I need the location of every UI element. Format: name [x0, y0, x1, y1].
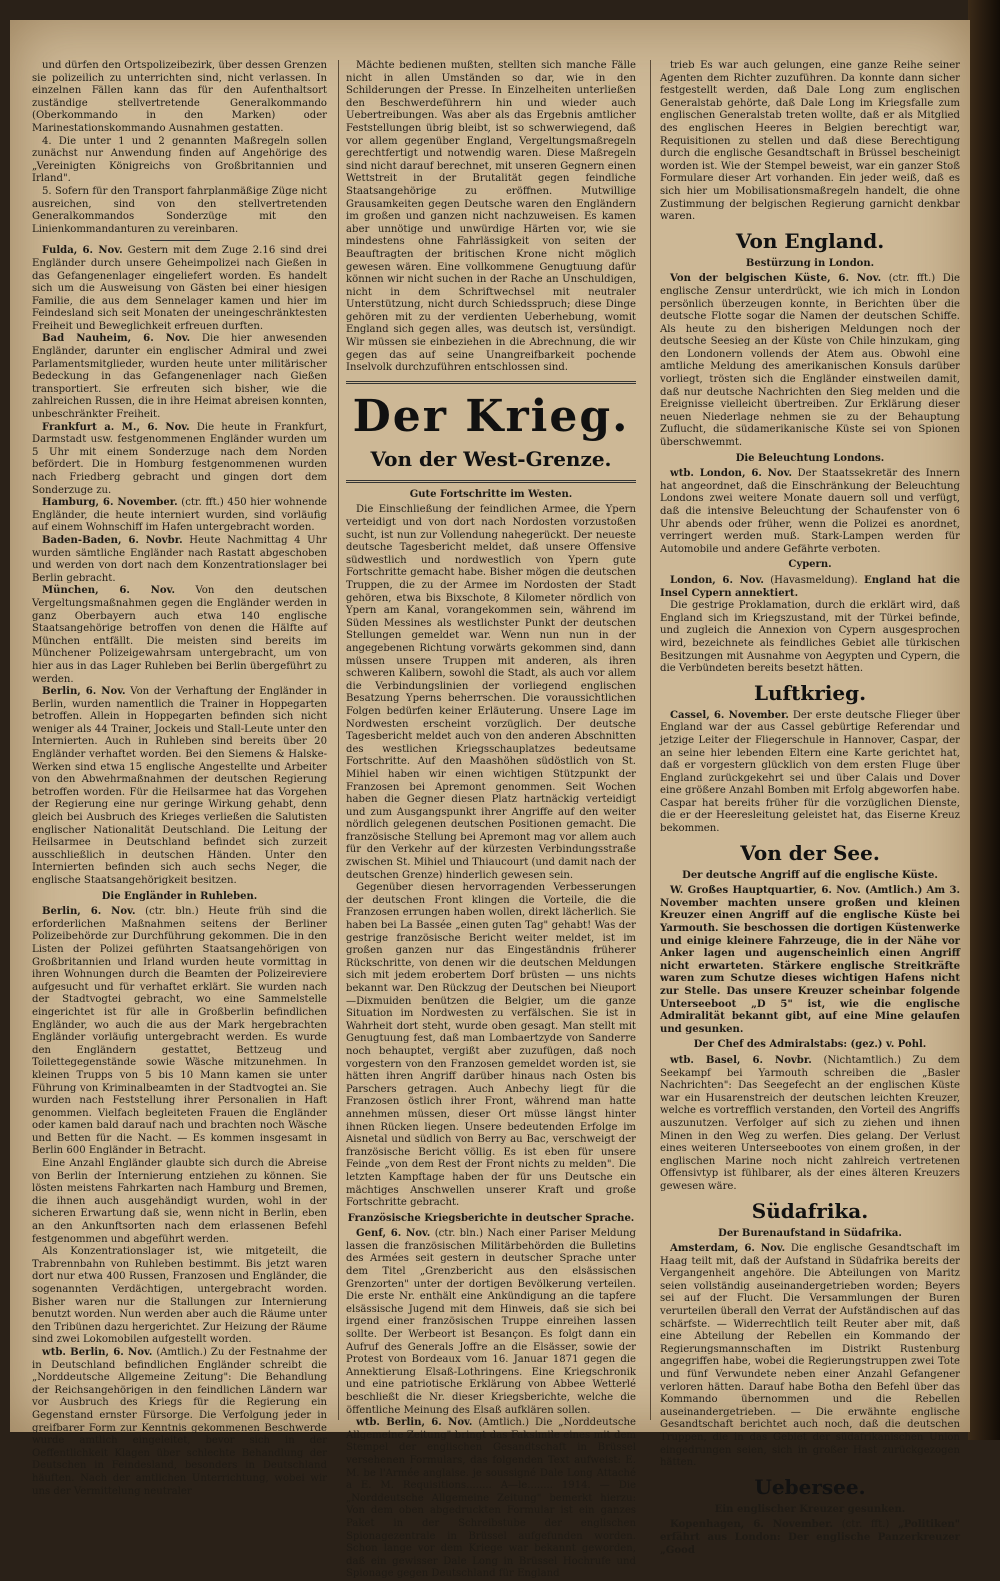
subheading: Gute Fortschritte im Westen.: [409, 488, 573, 500]
book-spine: [968, 0, 1000, 1440]
news-item: [346, 1417, 636, 1581]
news-item: [660, 1243, 960, 1470]
news-item: [660, 1519, 960, 1557]
news-item: [32, 245, 327, 333]
news-item: [346, 1228, 636, 1417]
paragraph: 5. Sofern für den Transport fahrplanmäßige Züge nicht ausreichen, sind von den stellvertretenden Generalkommandos Sonderzüge mit den Linienkommandanturen zu vereinbaren.: [32, 185, 327, 235]
news-text: Die heute in Frankfurt, Darmstadt usw. festgenommenen Engländer wurden um 5 Uhr mit einem Sonderzuge nach dem Norden befördert. Die in Homburg festgenommenen wurden nach Friedberg gebracht und gingen dort dem Sonderzuge zu.: [32, 421, 327, 496]
dateline: Baden-Baden, 6. Novbr.: [42, 534, 183, 546]
news-item: [660, 710, 960, 836]
column-1: [32, 60, 328, 1497]
dateline: Genf, 6. Nov.: [356, 1228, 431, 1240]
section-title: Uebersee.: [754, 1474, 866, 1499]
news-item: [32, 906, 327, 1158]
column-3: [660, 60, 960, 1556]
news-item: [32, 333, 327, 421]
subheading: Französische Kriegsberichte in deutscher Sprache.: [347, 1212, 635, 1224]
news-text: (Amtlich.) Zu der Festnahme der in Deutschland befindlichen Engländer schreibt die „Norddeutsche Allgemeine Zeitung": Die Behandlung der Reichsangehörigen in den feindlichen Ländern war vor Ausbruch des Kriegs für die Regierung ein Gegenstand ernster Fürsorge. Die Verfolgung jeder in greifbarer Form zur Kenntnis gekommenen Beschwerde wurde amtlich eingeleitet, bevor sich in der Oeffentlichkeit Klagen über schlechte Behandlung der Deutschen in Feindesland, besonders in Deutschland häuften. Nach der amtlichen Unterrichtung, wobei wir uns der Vermittelung neutraler: [32, 1346, 327, 1497]
subheading: Ein englischer Kreuzer gesunken.: [714, 1503, 906, 1515]
dateline: Bad Nauheim, 6. Nov.: [42, 333, 191, 345]
paragraph: Als Konzentrationslager ist, wie mitgeteilt, die Trabrennbahn von Ruhleben bestimmt. Bis jetzt waren dort nur etwa 400 Russen, Franzosen und Engländer, die sogenannten Verdächtigen, untergebracht worden. Bisher waren nur die Stallungen zur Internierung benutzt worden. Nun werden aber auch die Räume unter den Tribünen dazu hergerichtet. Zur Heizung der Räume sind zwei Lokomobilen aufgestellt worden.: [32, 1246, 327, 1346]
subheading: Der deutsche Angriff auf die englische Küste.: [682, 869, 938, 881]
column-2: [346, 60, 636, 1580]
dateline: W. Großes Hauptquartier, 6. Nov. (Amtlich.): [670, 885, 923, 897]
paragraph: Die gestrige Proklamation, durch die erklärt wird, daß England sich im Kriegszustand, mit der Türkei befinde, und zugleich die Annexion von Cypern ausgesprochen wird, bezeichnete als feindliches Gebiet alle türkischen Besitzungen mit Ausnahme von Aegypten und Cypern, die die Verbündeten bereits besetzt hätten.: [660, 600, 960, 675]
dateline: wtb. London, 6. Nov.: [670, 468, 792, 480]
dateline: Cassel, 6. November.: [670, 709, 789, 721]
paragraph: 4. Die unter 1 und 2 genannten Maßregeln sollen zunächst nur Anwendung finden auf Angehörige des „Vereinigten Königreichs von Großbritannien und Irland".: [32, 135, 327, 185]
subheading: Die Engländer in Ruhleben.: [101, 890, 258, 902]
news-text: (ctr. fft.): [841, 1519, 890, 1531]
news-item: [32, 1347, 327, 1498]
news-text: Am 3. November machten unsere großen und kleinen Kreuzer einen Angriff auf die englische Küste bei Yarmouth. Sie beschossen die dortigen Küstenwerke und einige kleinere Fahrzeuge, die in der Nähe vor Anker lagen und augenscheinlich einen Angriff nicht erwarteten. Stärkere englische Streitkräfte waren zum Schutze dieses wichtigen Hafens nicht zur Stelle. Das unsere Kreuzer scheinbar folgende Unterseeboot „D 5" ist, wie die englische Admiralität bekannt gibt, auf eine Mine gelaufen und gesunken.: [660, 885, 960, 1035]
news-text: (ctr. fft.) 450 hier wohnende Engländer, die heute interniert wurden, sind vorläufig auf einem Wohnschiff im Hafen untergebracht worden.: [32, 497, 327, 534]
news-text: (ctr. bln.) Heute früh sind die erforderlichen Maßnahmen seitens der Berliner Polizeibehörde zur Durchführung gekommen. Die in den Listen der Polizei geführten Staatsangehörigen von Großbritannien und Irland wurden heute vormittag in ihren Wohnungen durch die Beamten der Polizeireviere aufgesucht und für verhaftet erklärt. Sie wurden nach der Stadtvogtei gebracht, wo eine Sammelstelle eingerichtet ist für alle in Großberlin befindlichen Engländer, wo auch die aus der Mark hergebrachten Engländer vorläufig untergebracht werden. Es wurde den Engländern gestattet, Bettzeug und Toilettegegenstände sowie Wäsche mitzunehmen. In kleinen Trupps von 5 bis 10 Mann kamen sie unter Führung von Kriminalbeamten in der Stadtvogtei an. Sie wurden nach Feststellung ihrer Personalien in Haft genommen. Vielfach begleiteten Frauen die Engländer oder kamen bald darauf nach und brachten noch Wäsche und Betten für die Nacht. — Es kommen insgesamt in Berlin 600 Engländer in Betracht.: [32, 906, 327, 1157]
subheading: Bestürzung in London.: [745, 257, 875, 269]
news-item: [32, 422, 327, 498]
dateline: München, 6. Nov.: [42, 585, 175, 597]
paragraph: Die Einschließung der feindlichen Armee, die Ypern verteidigt und von dort nach Nordosten vorzustoßen sucht, ist nun zur Vollendung nahegerückt. Der neueste deutsche Tagesbericht meldet, daß unsere Offensive südwestlich und nordwestlich von Ypern gute Fortschritte gemacht habe. Bisher mögen die deutschen Truppen, die zu der Armee im Nordosten der Stadt gehören, etwa bis Bixschote, 8 Kilometer nördlich von Ypern am Kanal, vorangekommen sein, während im Süden Messines als westlichster Punkt der deutschen Stellungen gemeldet war. Wenn nun nun in der angegebenen Richtung vorwärts gekommen sind, dann müssen unsere Truppen mit anderen, als ihren schweren Kalibern, sowohl die Stadt, als auch vor allem die Verbindungslinien der vorliegend englischen Besatzung Yperns beherrschen. Die voraussichtlichen Folgen bedürfen keiner Erläuterung. Unsere Lage im Nordwesten erscheint vorzüglich. Der deutsche Tagesbericht meldet auch von den anderen Abschnitten des westlichen Kriegsschauplatzes bedeutsame Fortschritte. Auf den Maashöhen südöstlich von St. Mihiel haben wir einen wichtigen Stützpunkt der Franzosen bei Apremont genommen. Seit Wochen haben die Gegner diesen Platz hartnäckig verteidigt und zum Ausgangspunkt ihrer Angriffe auf den weiter nördlich gelegenen deutschen Positionen gemacht. Die französische Stellung bei Apremont mag vor allem auch für den Verkehr auf der kürzesten Verbindungsstraße zwischen St. Mihiel und Thiaucourt (und damit nach der deutschen Grenze) hinderlich gewesen sein.: [346, 504, 636, 881]
news-text: Von den deutschen Vergeltungsmaßnahmen gegen die Engländer werden in ganz Oberbayern auch etwa 140 englische Staatsangehörige betroffen von denen die Hälfte auf München entfällt. Die meisten sind bereits im Münchener Polizeigewahrsam untergebracht, um von hier aus in das Lager Ruhleben bei Berlin übergeführt zu werden.: [32, 585, 328, 685]
divider: [150, 240, 210, 241]
newspaper-page: [10, 20, 970, 1580]
column-rule: [338, 60, 339, 1420]
news-lead: „Politiken" erfährt aus London: Der englische Panzerkreuzer „Good: [660, 1519, 960, 1556]
news-item: [660, 1055, 960, 1194]
section-title: Luftkrieg.: [753, 680, 867, 705]
dateline: Berlin, 6. Nov.: [42, 906, 136, 918]
section-title: Südafrika.: [751, 1198, 869, 1223]
dateline: Hamburg, 6. November.: [42, 497, 178, 509]
paragraph: und dürfen den Ortspolizeibezirk, über dessen Grenzen sie polizeilich zu unterrichten sind, nicht verlassen. In einzelnen Fällen kann das für den Aufenthaltsort zuständige stellvertretende Generalkommando (Oberkommando in den Marken) oder Marinestationskommando Ausnahmen gestatten.: [32, 60, 327, 134]
dateline: Von der belgischen Küste, 6. Nov.: [670, 273, 882, 285]
news-item: [32, 497, 327, 535]
paragraph: Mächte bedienen mußten, stellten sich manche Fälle nicht in allen Umständen so dar, wie in den Schilderungen der Presse. In Einzelheiten unterließen den Beschwerdeführern hin und wieder auch Uebertreibungen. Was aber als das Ergebnis amtlicher Feststellungen übrig bleibt, ist so schwerwiegend, daß vor allem gegenüber England, Vergeltungsmaßregeln gerechtfertigt und notwendig waren. Diese Maßregeln sind nicht darauf berechnet, mit unseren Gegnern einen Wettstreit in der Brutalität gegen feindliche Staatsangehörige zu eröffnen. Mutwillige Grausamkeiten gegen Deutsche waren den Engländern im großen und ganzen nicht nachzuweisen. Es kamen aber unnötige und unwürdige Härten vor, wie sie mindestens ohne Fahrlässigkeit von seiten der Beauftragten der britischen Krone nicht möglich gewesen wären. Eine vollkommene Genugtuung dafür können wir nicht suchen in der Rache an Unschuldigen, nicht in dem Schriftwechsel mit neutraler Unterstützung, nicht durch Schiedsspruch; diese Dinge gehören mit zu der verdienten Ueberhebung, womit England sich gegen alles, was deutsch ist, versündigt. Wir müssen sie einbeziehen in die Abrechnung, die wir gegen das auf seine Unangreifbarkeit pochende Inselvolk durchzuführen entschlossen sind.: [346, 60, 636, 374]
dateline: wtb. Berlin, 6. Nov.: [356, 1417, 473, 1429]
news-text: Die hier anwesenden Engländer, darunter ein englischer Admiral und zwei Parlamentsmitglieder, wurden heute unter militärischer Bedeckung in das Gefangenenlager nach Gießen transportiert. Sie erfreuten sich bisher, wie die zahlreichen Russen, die in ihre Heimat abreisen konnten, unbeschränkter Freiheit.: [32, 333, 327, 421]
news-text: Der Staatssekretär des Innern hat angeordnet, daß die Einschränkung der Beleuchtung Londons zwei weitere Monate dauern soll und verfügt, daß die intensive Beleuchtung der Schaufenster von 6 Uhr abends oder früher, wenn die Polizei es anordnet, verringert werden muß. Stark-Lampen werden für Automobile und andere Gefährte verboten.: [660, 468, 960, 555]
news-text: (ctr. fft.) Die englische Zensur unterdrückt, wie ich mich in London persönlich überzeugen konnte, in Berichten über die deutsche Flotte sogar die Namen der deutschen Schiffe. Als heute zu den bisherigen Meldungen noch der deutsche Seesieg an der Küste von Chile hinzukam, ging den Londonern vollends der Atem aus. Obwohl eine amtliche Meldung des amerikanischen Konsuls darüber vorliegt, trösten sich die Engländer einstweilen damit, daß nur deutsche Nachrichten den Sieg melden und die Ereignisse vielleicht übertreiben. Zur Erklärung dieser neuen Niederlage nehmen sie zu der Behauptung Zuflucht, die südamerikanische Küste sei von Spionen überschwemmt.: [660, 273, 960, 449]
paragraph: Gegenüber diesen hervorragenden Verbesserungen der deutschen Front klingen die Vorteile, die die Franzosen errungen haben wollen, direkt lächerlich. Sie haben bei La Bassée „einen guten Tag" gehabt! Was der gestrige französische Bericht weiter meldet, ist im großen ganzen nur das Eingeständnis früherer Rückschritte, von denen wir die deutschen Meldungen sich mit jedem erobertem Dorf brüsten — uns nichts bekannt war. Den Rückzug der Deutschen bei Nieuport—Dixmuiden benützen die Belgier, um die ganze Situation im Nordwesten zu verfälschen. Sie ist in Wahrheit dort steht, wurde oben gesagt. Man stellt mit Genugtuung fest, daß man Lombaertzyde von Sanderre noch behauptet, vergißt aber zuzufügen, daß noch vorgestern von den Franzosen gemeldet worden ist, sie hätten ihren Angriff darüber hinaus nach Osten bis Parschers getragen. Auch Anbechy liegt für die Franzosen östlich ihrer Front, während man hatte annehmen müssen, dieser Ort müsse längst hinter ihnen Rücken liegen. Unsere bedeutenden Erfolge im Aisnetal und südlich von Berry au Bac, verschweigt der französische Bericht völlig. Es ist eben für unsere Feinde „von dem Rest der Front nichts zu melden". Die letzten Kampftage haben der für uns Deutsche ein mächtiges Anschwellen unserer Kraft und große Fortschritte gebracht.: [346, 882, 636, 1209]
news-item: [660, 468, 960, 556]
news-text: Von der Verhaftung der Engländer in Berlin, wurden namentlich die Trainer in Hoppegarten betroffen. Allein in Hoppegarten befinden sich nicht weniger als 44 Trainer, Jockeis und Stall-Leute unter den Internierten. Auch in Ruhleben sind bereits über 20 Engländer verhaftet worden. Bei den Siemens & Halske-Werken sind etwa 15 englische Angestellte und Arbeiter von den Abwehrmaßnahmen der deutschen Regierung betroffen worden. Für die Heilsarmee hat das Vorgehen der Regierung eine nur geringe Wirkung gehabt, denn gleich bei Ausbruch des Krieges verließen die Salutisten englischer Nationalität Deutschland. Die Leitung der Heilsarmee in Deutschland befindet sich zurzeit ausschließlich in deutschen Händen. Unter den Internierten befinden sich auch sechs Neger, die englische Staatsangehörigkeit besitzen.: [32, 686, 327, 886]
news-lead: England hat die Insel Cypern annektiert.: [660, 574, 960, 599]
news-text: (Amtlich.) Die „Norddeutsche Allgemeine Zeitung" bringt das Faksimile eines mit dem Stempel der englischen Gesandtschaft in Brüssel versehenen Formulars, das folgenden Text aufweist: E. M. be l'Armée anglaise. je soussigné Dale Long Attaché a E. M. Requisitions........ A—le........ 1914. — Die „Norddeutsche Allgemeine Zeitung" bemerkt hierzu: Von dem oben abgedruckten Formular ist ein ganzes Paket in der Schreibstube der englischen Spionagezentrale in Brüssel aufgefunden worden. Schon lange vor dem Kriege war bekannt geworden, daß ein gewisser Dale Long in Brüssel Hochrufe und Spionage gegen Deutschland für England: [346, 1417, 636, 1580]
dateline: Berlin, 6. Nov.: [42, 686, 126, 698]
dateline: Kopenhagen, 6. November.: [670, 1519, 834, 1531]
dateline: Amsterdam, 6. Nov.: [670, 1243, 786, 1255]
news-text: Gestern mit dem Zuge 2.16 sind drei Engländer durch unsere Geheimpolizei nach Gießen in das Gefangenenlager eingeliefert worden. Es handelt sich um die Ausweisung von Gästen bei einer hiesigen Familie, die aus dem Sennelager kamen und hier im Feindesland sich seit Monaten der uneingeschränktesten Freiheit und Beweglichkeit erfreuen durften.: [32, 245, 327, 332]
section-header: [346, 381, 636, 483]
news-text: Der erste deutsche Flieger über England war der aus Cassel gebürtige Referendar und jetzige Leiter der Fliegerschule in Hannover, Caspar, der an seine hier lebenden Eltern eine Karte gerichtet hat, daß er vorgestern glücklich von dem ersten Fluge über England zurückgekehrt sei und über Calais und Dover eine größere Anzahl Bomben mit Erfolg abgeworfen habe. Caspar hat bereits früher für die vorzüglichen Dienste, die er der Heeresleitung geleistet hat, das Eiserne Kreuz bekommen.: [660, 709, 960, 835]
dateline: Frankfurt a. M., 6. Nov.: [42, 421, 190, 433]
subheading: Die Beleuchtung Londons.: [735, 452, 885, 464]
paragraph: trieb Es war auch gelungen, eine ganze Reihe seiner Agenten dem Richter zuzuführen. Da konnte dann sicher festgestellt werden, daß Dale Long zum englischen Generalstab gehörte, daß Dale Long im Kriegsfalle zum englischen Generalstab treten wollte, daß er als Mitglied des englischen Heeres in Belgien berechtigt war, Requisitionen zu stellen und daß diese Berechtigung durch die englische Gesandtschaft in Brüssel bescheinigt worden ist. Wie der Stempel beweist, war ein ganzer Stoß Formulare dieser Art vorhanden. Ein jeder weiß, daß es sich hier um Mobilisationsmaßregeln handelt, die ohne Zustimmung der belgischen Regierung garnicht denkbar waren.: [660, 60, 960, 223]
news-item: [32, 535, 327, 585]
news-text: Die englische Gesandtschaft im Haag teilt mit, daß der Aufstand in Südafrika bereits der Vergangenheit angehöre. Die Abteilungen von Maritz seien vollständig auseinandergetrieben worden; Beyers sei auf der Flucht. Die Versammlungen der Buren verurteilen überall den Verrat der Aufständischen auf das schärfste. — Widerrechtlich teilt Reuter aber mit, daß eine Abteilung der Rebellen ein Kommando der Regierungsmannschaften im Distrikt Rustenburg angegriffen habe, wobei die Regierungstruppen zwei Tote und fünf Verwundete neben einer Anzahl Gefangener verloren hätten. Darauf habe Botha den Befehl über das Kommando übernommen und die Rebellen auseinandergetrieben. — Die erwähnte englische Gesandtschaft berichtet auch noch, daß die deutschen Truppen, die in das Gebiet der südafrikanischen Union eingedrungen seien, sich in großer Hast zurückgezogen hätten.: [660, 1243, 960, 1469]
news-text: (ctr. bln.) Nach einer Pariser Meldung lassen die französischen Militärbehörden die Bulletins des Armées seit gestern in deutscher Sprache unter dem Titel „Grenzbericht aus den elsässischen Grenzorten" unter der dortigen Bevölkerung verteilen. Die erste Nr. enthält eine Ankündigung an die tapfere elsässische Jugend mit dem Hinweis, daß sie sich bei irgend einer französischen Truppe einreihen lassen sollte. Der Werbeort ist Besançon. Es folgt dann ein Aufruf des Generals Joffre an die Elsässer, sowie der Protest von Bordeaux vom 16. Januar 1871 gegen die Annektierung Elsaß-Lothringens. Eine Kriegschronik und eine patriotische Erklärung von Abbee Wetterlé beschließt die Nr. dieser Kriegsberichte, welche die öffentliche Meinung des Elsaß aufklären sollen.: [346, 1228, 636, 1416]
column-rule: [650, 60, 651, 1420]
section-title: Von der West-Grenze.: [370, 446, 612, 471]
news-item: [660, 575, 960, 600]
main-headline: Der Krieg.: [352, 390, 630, 442]
section-title: Von England.: [735, 228, 885, 253]
paragraph: Eine Anzahl Engländer glaubte sich durch die Abreise von Berlin der Internierung entziehen zu können. Sie lösten meistens Fahrkarten nach Hamburg und Bremen, die ihnen auch ausgehändigt wurden, wohl in der sicheren Erwartung daß sie, wenn nicht in Berlin, eben an den Ankunftsorten nach dem erlassenen Befehl festgenommen und abgeführt werden.: [32, 1158, 327, 1245]
news-item: [32, 686, 327, 888]
signature: Der Chef des Admiralstabs: (gez.) v. Pohl.: [693, 1039, 927, 1051]
dateline: Fulda, 6. Nov.: [42, 245, 123, 257]
news-text: (Havasmeldung).: [770, 574, 858, 586]
section-title: Von der See.: [740, 840, 880, 865]
news-item: [32, 585, 327, 686]
dateline: wtb. Berlin, 6. Nov.: [42, 1346, 153, 1358]
subheading: Cypern.: [788, 559, 832, 571]
dateline: London, 6. Nov.: [670, 574, 764, 586]
news-item: [660, 885, 960, 1036]
dateline: wtb. Basel, 6. Novbr.: [670, 1054, 812, 1066]
news-item: [660, 273, 960, 449]
news-text: Heute Nachmittag 4 Uhr wurden sämtliche Engländer nach Rastatt abgeschoben und werden von dort nach dem Konzentrationslager bei Berlin gebracht.: [32, 534, 327, 584]
news-text: (Nichtamtlich.) Zu dem Seekampf bei Yarmouth schreiben die „Basler Nachrichten": Das Seegefecht an der englischen Küste war ein Husarenstreich der deutschen leichten Kreuzer, welche es vortrefflich verstanden, den Vorteil des Angriffs auszunutzen. Verfolger auf sich zu ziehen und ihnen Minen in den Weg zu werfen. Dies gelang. Der Verlust eines weiteren Unterseebootes von einem großen, in der englischen Marine noch nicht zahlreich vertretenen Offensivtyp ist fühlbarer, als der eines älteren Kreuzers gewesen wäre.: [660, 1054, 960, 1192]
subheading: Der Burenaufstand in Südafrika.: [718, 1227, 902, 1239]
